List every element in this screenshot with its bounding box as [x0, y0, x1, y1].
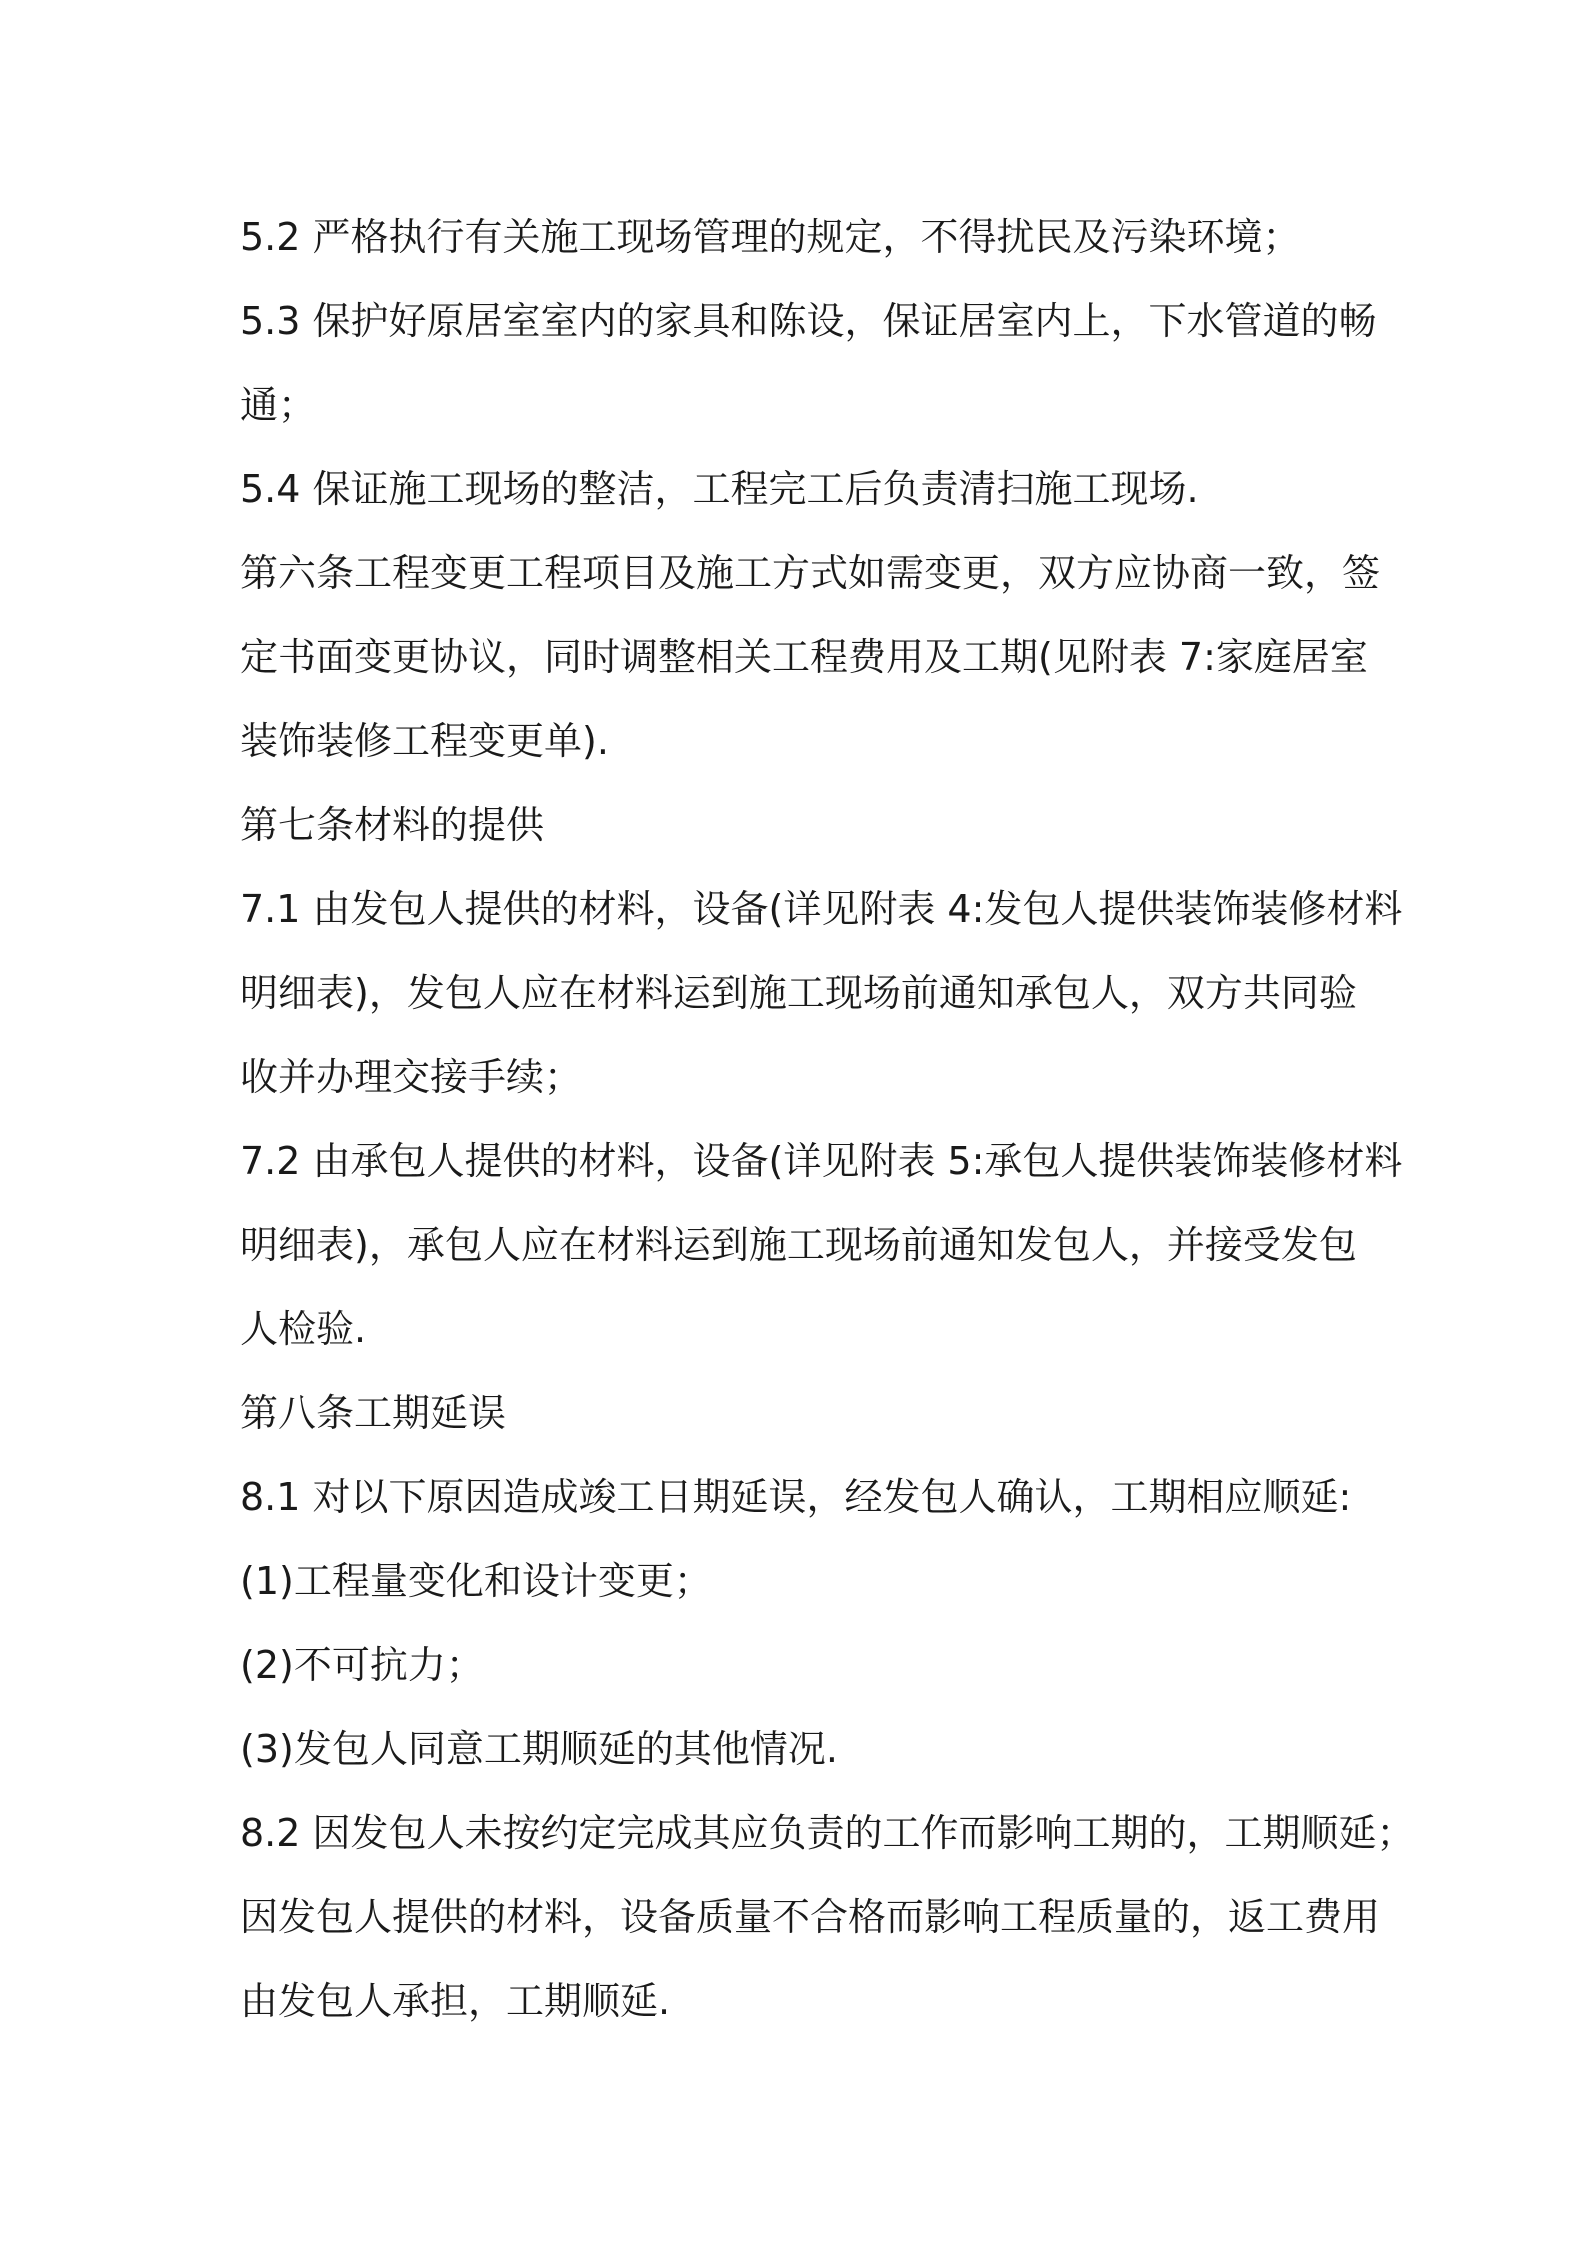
clause-5-2: 5.2 严格执行有关施工现场管理的规定，不得扰民及污染环境；	[240, 215, 1301, 259]
article-6-cont-1: 定书面变更协议，同时调整相关工程费用及工期(见附表 7:家庭居室	[240, 635, 1368, 679]
document-body	[240, 195, 1415, 2043]
clause-5-3: 5.3 保护好原居室室内的家具和陈设，保证居室内上，下水管道的畅	[240, 299, 1377, 343]
article-7-heading: 第七条材料的提供	[240, 803, 545, 847]
clause-7-2-cont-2: 人检验.	[240, 1307, 367, 1351]
clause-7-1: 7.1 由发包人提供的材料，设备(详见附表 4:发包人提供装饰装修材料	[240, 887, 1403, 931]
clause-8-1-item-3: (3)发包人同意工期顺延的其他情况.	[240, 1727, 838, 1771]
clause-7-2: 7.2 由承包人提供的材料，设备(详见附表 5:承包人提供装饰装修材料	[240, 1139, 1403, 1183]
clause-8-2: 8.2 因发包人未按约定完成其应负责的工作而影响工期的，工期顺延；	[240, 1811, 1415, 1855]
clause-8-1-item-2: (2)不可抗力；	[240, 1643, 484, 1687]
clause-7-2-cont-1: 明细表)，承包人应在材料运到施工现场前通知发包人，并接受发包	[240, 1223, 1357, 1267]
clause-8-2-cont-2: 由发包人承担，工期顺延.	[240, 1979, 671, 2023]
clause-8-1-item-1: (1)工程量变化和设计变更；	[240, 1559, 712, 1603]
clause-8-2-cont-1: 因发包人提供的材料，设备质量不合格而影响工程质量的，返工费用	[240, 1895, 1381, 1939]
article-6: 第六条工程变更工程项目及施工方式如需变更，双方应协商一致，签	[240, 551, 1381, 595]
clause-5-3-cont: 通；	[240, 383, 317, 427]
clause-8-1: 8.1 对以下原因造成竣工日期延误，经发包人确认，工期相应顺延:	[240, 1475, 1352, 1519]
clause-5-4: 5.4 保证施工现场的整洁，工程完工后负责清扫施工现场.	[240, 467, 1199, 511]
clause-7-1-cont-1: 明细表)，发包人应在材料运到施工现场前通知承包人，双方共同验	[240, 971, 1357, 1015]
article-8-heading: 第八条工期延误	[240, 1391, 507, 1435]
article-6-cont-2: 装饰装修工程变更单).	[240, 719, 609, 763]
clause-7-1-cont-2: 收并办理交接手续；	[240, 1055, 583, 1099]
